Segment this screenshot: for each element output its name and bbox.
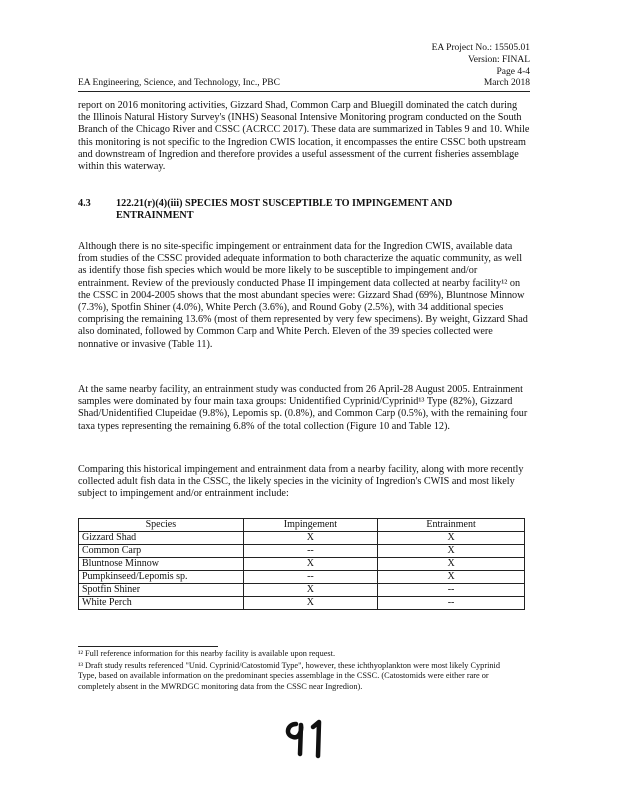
species-table — [78, 518, 525, 610]
species-cell: Gizzard Shad — [79, 532, 244, 545]
species-cell: Spotfin Shiner — [79, 584, 244, 597]
impingement-cell: X — [243, 584, 377, 597]
species-cell: White Perch — [79, 597, 244, 610]
version-label: Version: FINAL — [467, 55, 530, 65]
species-cell: Pumpkinseed/Lepomis sp. — [79, 571, 244, 584]
footnote-13: ¹³ Draft study results referenced "Unid. Cyprinid/Catostomid Type", however, these ichthyoplankton were most likely Cyprinid Type, based on available information on the predominant species assemblage in the CSSC. (Catostomids were either rare or completely absent in the MWRDGC monitoring data from the CSSC near Ingredion). — [78, 661, 500, 691]
header-rule — [78, 91, 530, 92]
entrainment-cell: -- — [378, 584, 525, 597]
table-row — [79, 545, 525, 558]
col-impingement: Impingement — [243, 519, 377, 532]
table-row — [79, 597, 525, 610]
section-number: 4.3 — [78, 198, 91, 209]
col-entrainment: Entrainment — [378, 519, 525, 532]
footnote-rule — [78, 646, 218, 647]
entrainment-cell: X — [378, 558, 525, 571]
table-row — [79, 532, 525, 545]
project-number: EA Project No.: 15505.01 — [431, 43, 530, 53]
entrainment-cell: X — [378, 532, 525, 545]
impingement-cell: -- — [243, 545, 377, 558]
section-title: 122.21(r)(4)(iii) SPECIES MOST SUSCEPTIBLE TO IMPINGEMENT AND ENTRAINMENT — [116, 198, 453, 222]
col-species: Species — [79, 519, 244, 532]
paragraph-comparison: Comparing this historical impingement and entrainment data from a nearby facility, along with more recently collected adult fish data in the CSSC, the likely species in the vicinity of Ingredion's CWIS and most likely subject to impingement and/or entrainment include: — [78, 464, 524, 500]
impingement-cell: X — [243, 532, 377, 545]
entrainment-cell: X — [378, 571, 525, 584]
impingement-cell: -- — [243, 571, 377, 584]
paragraph-impingement: Although there is no site-specific impingement or entrainment data for the Ingredion CWIS, available data from studies of the CSSC provided adequate information to both characterize the aquatic community, as well as identify those fish species which would be more likely to be susceptible to impingement and/or entrainment. Review of the previously conducted Phase II impingement data collected at nearby facility¹² on the CSSC in 2004-2005 shows that the most abundant species were: Gizzard Shad (69%), Bluntnose Minnow (7.3%), Spotfin Shiner (4.0%), White Perch (3.6%), and Round Goby (2.5%), with 34 additional species comprising the remaining 13.6% (most of them represented by very few specimens). By weight, Gizzard Shad also dominated, followed by Common Carp and White Perch. Eleven of the 39 species collected were nonnative or invasive (Table 11). — [78, 241, 528, 350]
entrainment-cell: -- — [378, 597, 525, 610]
header-block — [432, 42, 530, 78]
paragraph-monitoring: report on 2016 monitoring activities, Gizzard Shad, Common Carp and Bluegill dominated the catch during the Illinois Natural History Survey's (INHS) Seasonal Intensive Monitoring program conducted on the South Branch of the Chicago River and CSSC (ACRCC 2017). These data are summarized in Tables 9 and 10. While this monitoring is not specific to the Ingredion CWIS location, it encompasses the entire CSSC both upstream and downstream of Ingredion and therefore provides a useful assessment of the current fisheries assemblage within this waterway. — [78, 100, 530, 173]
entrainment-cell: X — [378, 545, 525, 558]
table-row — [79, 584, 525, 597]
impingement-cell: X — [243, 597, 377, 610]
paragraph-entrainment: At the same nearby facility, an entrainment study was conducted from 26 April-28 August 2005. Entrainment samples were dominated by four main taxa groups: Unidentified Cyprinid/Cyprinid¹³ Type (82%), Gizzard Shad/Unidentified Clupeidae (9.8%), Lepomis sp. (0.8%), and Common Carp (0.5%), with the remaining four taxa types representing the remaining 6.8% of the total collection (Figure 10 and Table 12). — [78, 384, 528, 432]
handwritten-page-number — [282, 718, 328, 760]
header-date: March 2018 — [483, 78, 530, 88]
species-cell: Common Carp — [79, 545, 244, 558]
table-row — [79, 558, 525, 571]
page-label: Page 4-4 — [496, 67, 530, 77]
table-row — [79, 571, 525, 584]
species-cell: Bluntnose Minnow — [79, 558, 244, 571]
company-name: EA Engineering, Science, and Technology, Inc., PBC — [78, 78, 280, 88]
impingement-cell: X — [243, 558, 377, 571]
table-header-row — [79, 519, 525, 532]
footnote-12: ¹² Full reference information for this nearby facility is available upon request. — [78, 649, 336, 658]
